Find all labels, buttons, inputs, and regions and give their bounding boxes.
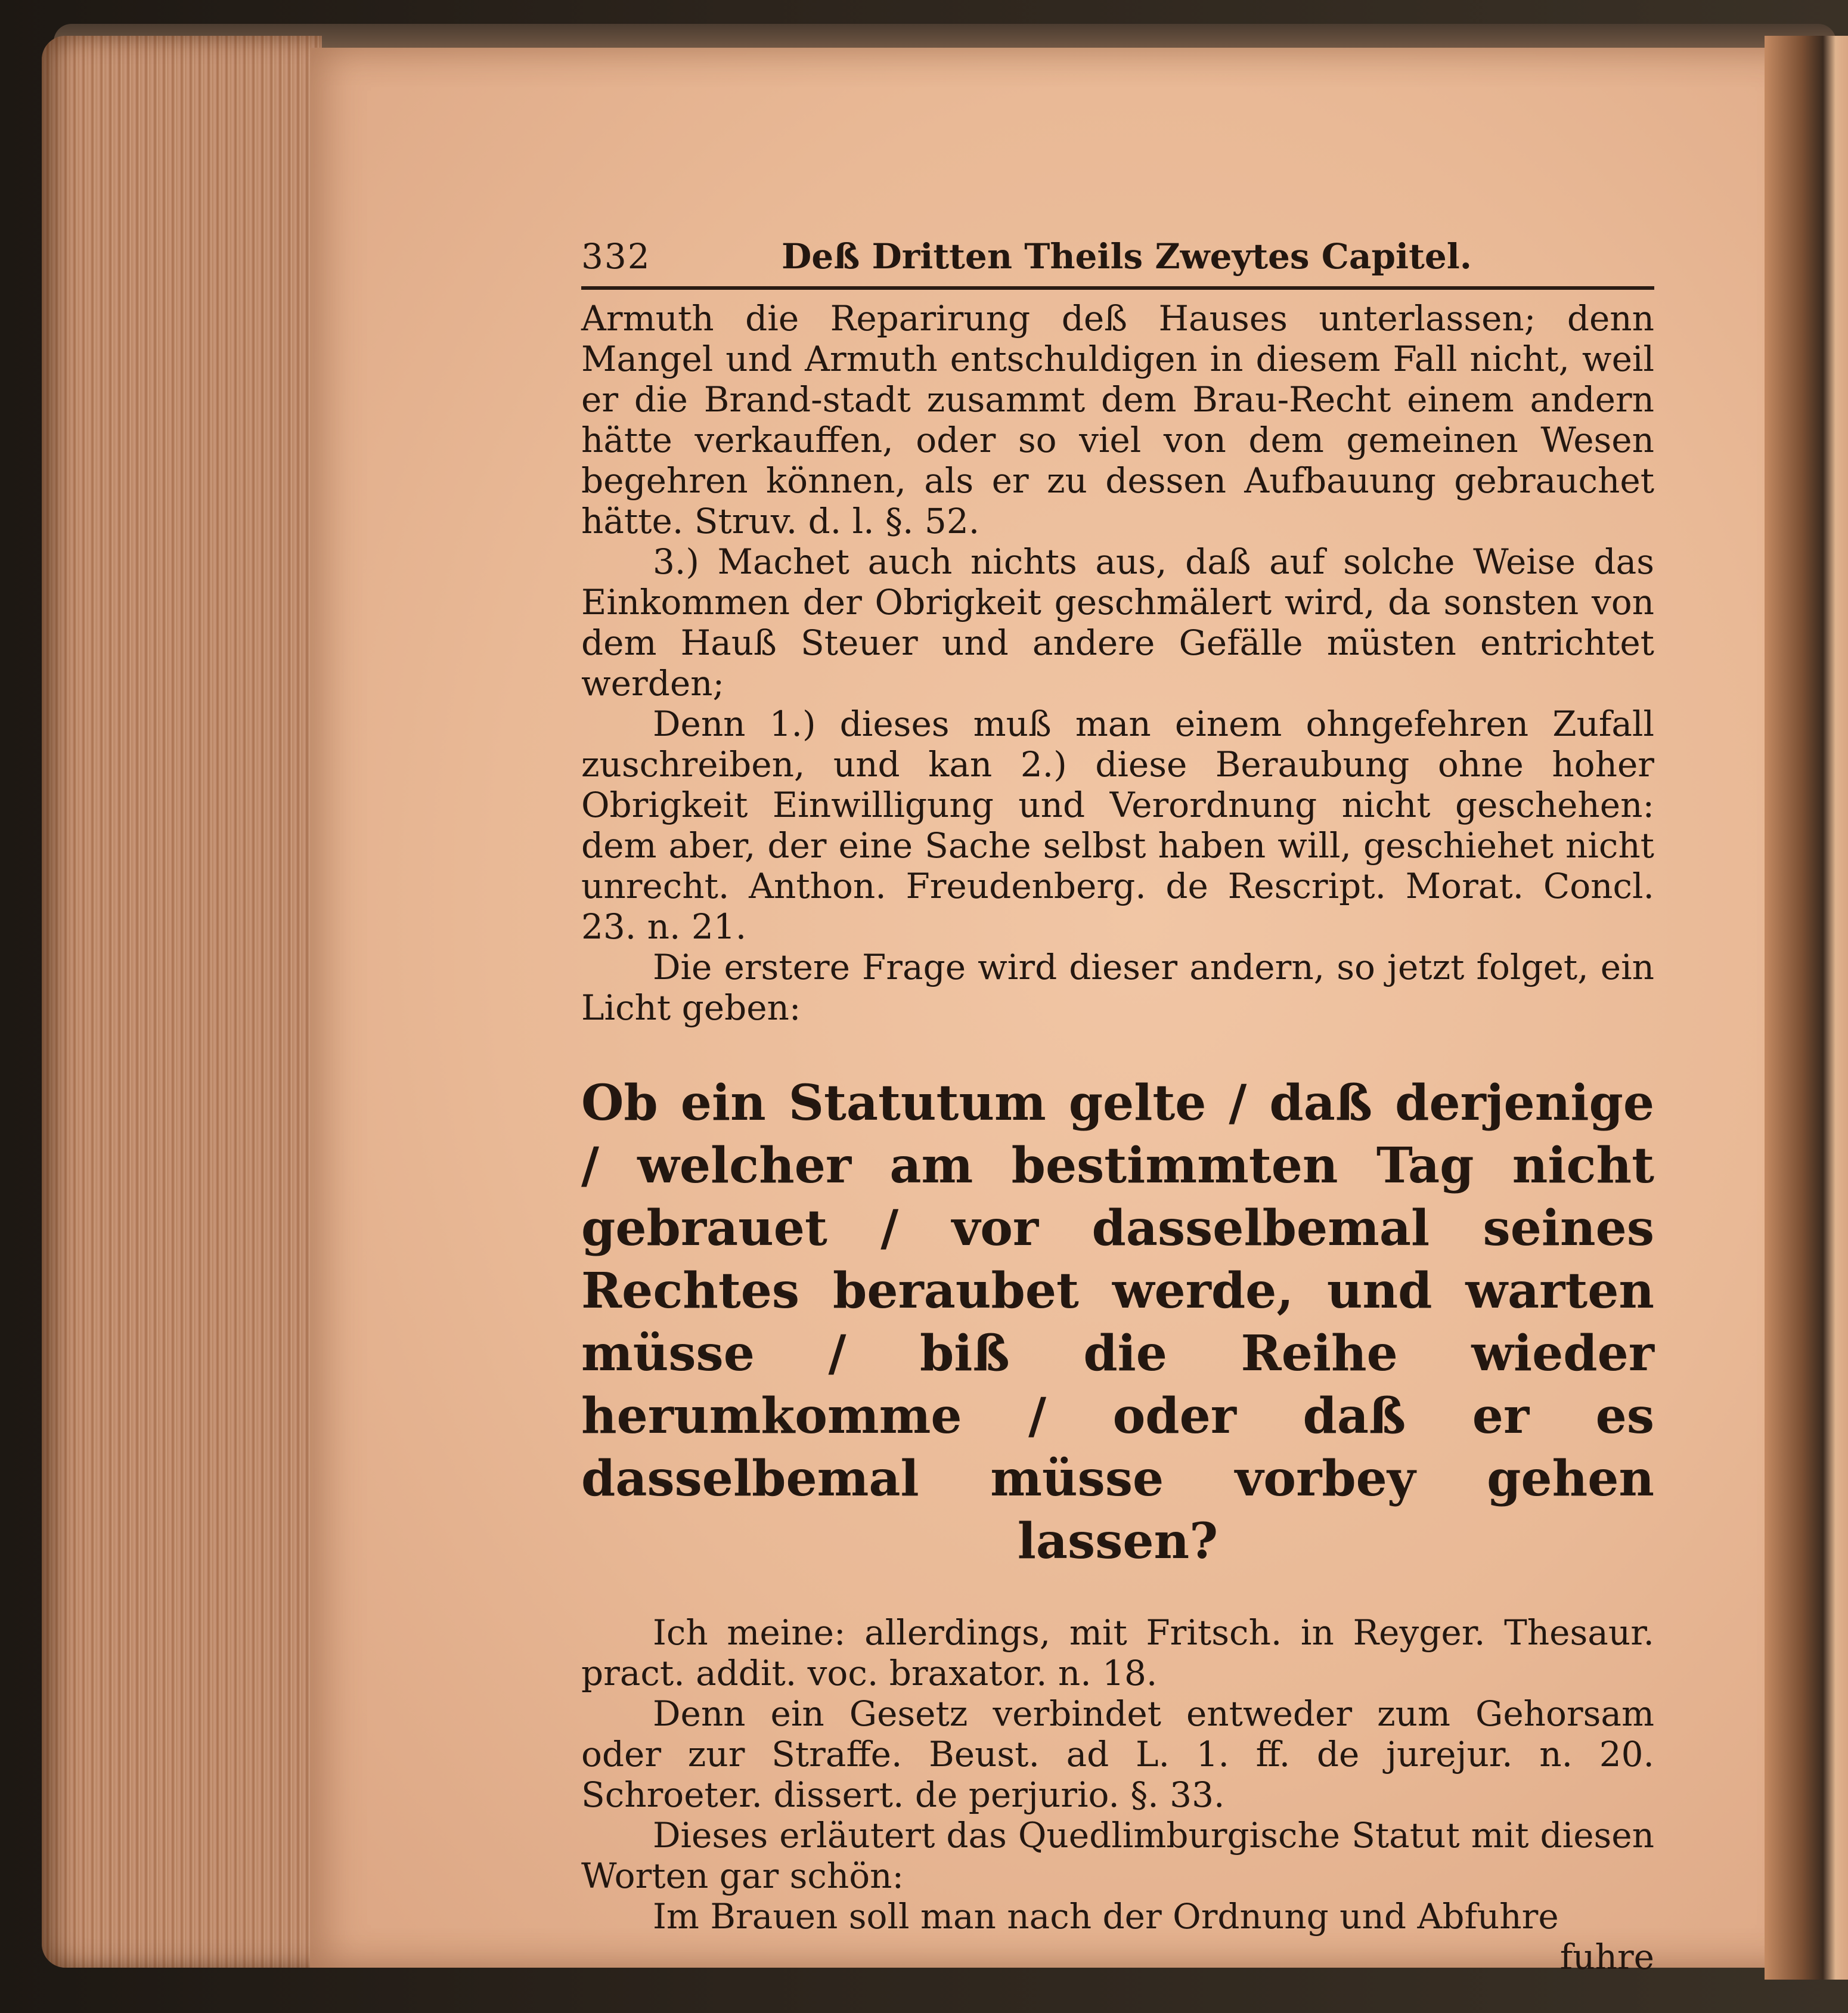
page-text-block xyxy=(581,233,1654,1977)
paragraph: 3.) Machet auch nichts aus, daß auf solche Weise das Einkommen der Obrigkeit geschmälert wird, da sonsten von dem Hauß Steuer und andere Gefälle müsten entrichtet werden; xyxy=(581,541,1654,704)
catchword: fuhre xyxy=(1559,1937,1654,1977)
section-heading: Ob ein Statutum gelte / daß derjenige / welcher am bestimmten Tag nicht gebrauet / vor dasselbemal seines Rechtes beraubet werde, und warten müsse / biß die Reihe wieder herumkomme / oder daß er es dasselbemal müsse vorbey gehen lassen? xyxy=(581,1074,1654,1570)
running-head xyxy=(581,233,1654,290)
paragraph: Denn 1.) dieses muß man einem ohngefehren Zufall zuschreiben, und kan 2.) diese Beraubung ohne hoher Obrigkeit Einwilligung und Verordnung nicht geschehen: dem aber, der eine Sache selbst haben will, geschiehet nicht unrecht. Anthon. Freudenberg. de Rescript. Morat. Concl. 23. n. 21. xyxy=(581,704,1654,947)
paragraph: Dieses erläutert das Quedlimburgische Statut mit diesen Worten gar schön: xyxy=(581,1815,1654,1896)
page-block-edge xyxy=(42,36,322,1968)
paragraph: Im Brauen soll man nach der Ordnung und Abfuhre xyxy=(653,1896,1559,1937)
paragraph: Armuth die Reparirung deß Hauses unterlassen; denn Mangel und Armuth entschuldigen in diesem Fall nicht, weil er die Brand-stadt zusammt dem Brau-Recht einem andern hätte verkauffen, oder so viel von dem gemeinen Wesen begehren können, als er zu dessen Aufbauung gebrauchet hätte. Struv. d. l. §. 52. xyxy=(581,298,1654,541)
paragraph: Die erstere Frage wird dieser andern, so jetzt folget, ein Licht geben: xyxy=(581,947,1654,1028)
book-gutter xyxy=(1765,36,1848,1980)
paragraph: Ich meine: allerdings, mit Fritsch. in Reyger. Thesaur. pract. addit. voc. braxator. n. 18. xyxy=(581,1612,1654,1693)
paragraph: Denn ein Gesetz verbindet entweder zum Gehorsam oder zur Straffe. Beust. ad L. 1. ff. de jurejur. n. 20. Schroeter. dissert. de perjurio. §. 33. xyxy=(581,1693,1654,1815)
page-number: 332 xyxy=(581,236,651,277)
running-head-title: Deß Dritten Theils Zweytes Capitel. xyxy=(782,236,1472,277)
